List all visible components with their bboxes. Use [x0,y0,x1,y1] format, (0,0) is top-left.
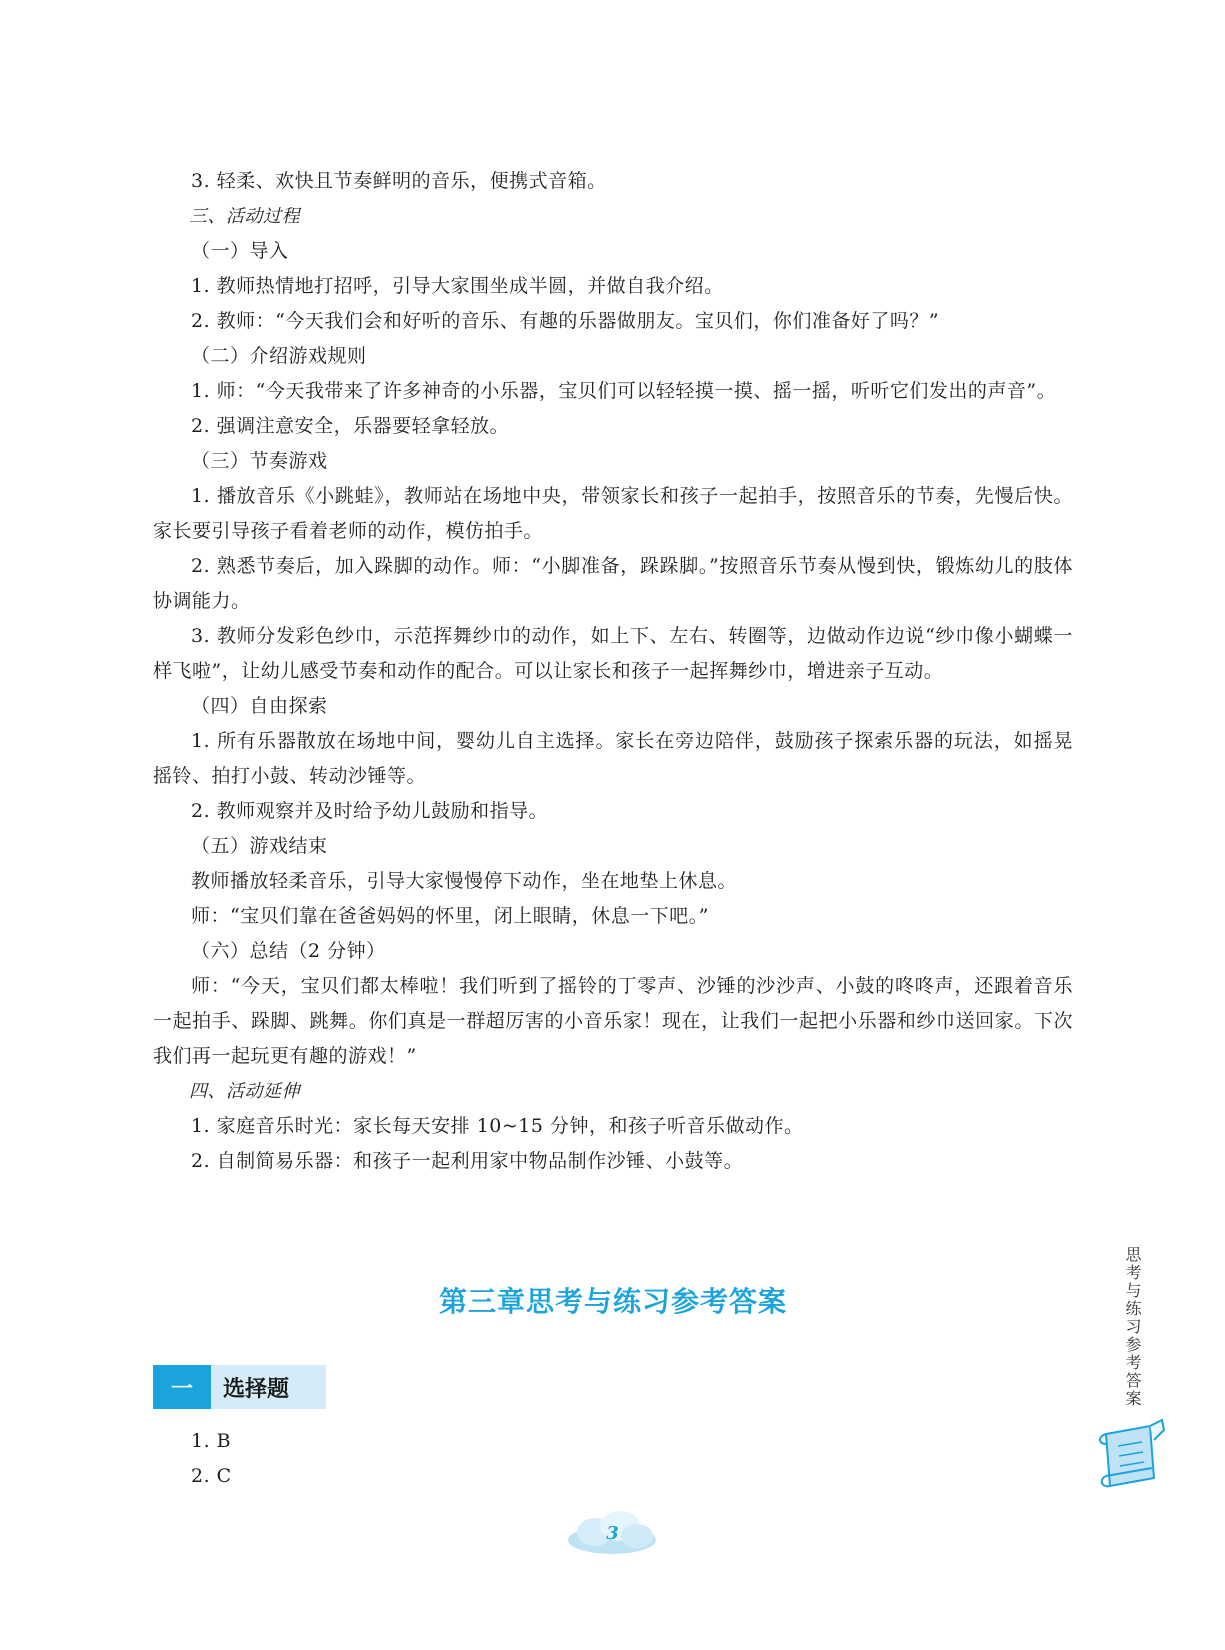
paragraph: 2. 熟悉节奏后，加入跺脚的动作。师：“小脚准备，跺跺脚。”按照音乐节奏从慢到快，锻炼幼儿的肢体协调能力。 [153,555,1073,612]
paragraph: 教师播放轻柔音乐，引导大家慢慢停下动作，坐在地垫上休息。 [191,870,738,892]
paragraph: 3. 轻柔、欢快且节奏鲜明的音乐，便携式音箱。 [191,170,607,192]
paragraph: 2. 强调注意安全，乐器要轻拿轻放。 [191,415,510,437]
page-number-cloud [565,1508,660,1558]
section-title: 选择题 [223,1376,290,1402]
paragraph: （三）节奏游戏 [191,450,328,472]
paragraph: 2. 自制简易乐器：和孩子一起利用家中物品制作沙锤、小鼓等。 [191,1150,744,1172]
paragraph: 1. 家庭音乐时光：家长每天安排 10~15 分钟，和孩子听音乐做动作。 [191,1115,804,1137]
answer-item: 2. C [191,1465,232,1487]
section-header [153,1365,326,1409]
paragraph: （二）介绍游戏规则 [191,345,367,367]
paragraph: 1. 所有乐器散放在场地中间，婴幼儿自主选择。家长在旁边陪伴，鼓励孩子探索乐器的玩法，如摇晃摇铃、拍打小鼓、转动沙锤等。 [153,730,1073,787]
side-label: 思考与练习参考答案 [1123,1246,1142,1408]
paragraph: 1. 师：“今天我带来了许多神奇的小乐器，宝贝们可以轻轻摸一摸、摇一摇，听听它们发出的声音”。 [191,380,1057,402]
paragraph: 3. 教师分发彩色纱巾，示范挥舞纱巾的动作，如上下、左右、转圈等，边做动作边说“纱巾像小蝴蝶一样飞啦”，让幼儿感受节奏和动作的配合。可以让家长和孩子一起挥舞纱巾，增进亲子互动。 [153,625,1073,682]
body-text [153,164,1073,1179]
paragraph: （一）导入 [191,240,289,262]
book-scroll-icon [1092,1418,1172,1496]
answer-list [153,1424,553,1494]
page-number: 3 [606,1522,619,1544]
paragraph: （五）游戏结束 [191,835,328,857]
section-heading: 四、活动延伸 [189,1081,300,1102]
paragraph: 师：“宝贝们靠在爸爸妈妈的怀里，闭上眼睛，休息一下吧。” [191,905,709,927]
section-heading: 三、活动过程 [189,206,300,227]
paragraph: （六）总结（2 分钟） [191,940,386,962]
paragraph: 师：“今天，宝贝们都太棒啦！我们听到了摇铃的丁零声、沙锤的沙沙声、小鼓的咚咚声，还跟着音乐一起拍手、跺脚、跳舞。你们真是一群超厉害的小音乐家！现在，让我们一起把小乐器和纱巾送回家。下次我们再一起玩更有趣的游戏！” [153,975,1073,1067]
paragraph: 2. 教师观察并及时给予幼儿鼓励和指导。 [191,800,549,822]
chapter-title: 第三章思考与练习参考答案 [438,1285,787,1318]
paragraph: 2. 教师：“今天我们会和好听的音乐、有趣的乐器做朋友。宝贝们，你们准备好了吗？” [191,310,940,332]
paragraph: 1. 播放音乐《小跳蛙》，教师站在场地中央，带领家长和孩子一起拍手，按照音乐的节奏，先慢后快。家长要引导孩子看着老师的动作，模仿拍手。 [153,485,1073,542]
section-number: 一 [153,1365,211,1409]
paragraph: （四）自由探索 [191,695,328,717]
paragraph: 1. 教师热情地打招呼，引导大家围坐成半圆，并做自我介绍。 [191,275,724,297]
answer-item: 1. B [191,1430,232,1452]
